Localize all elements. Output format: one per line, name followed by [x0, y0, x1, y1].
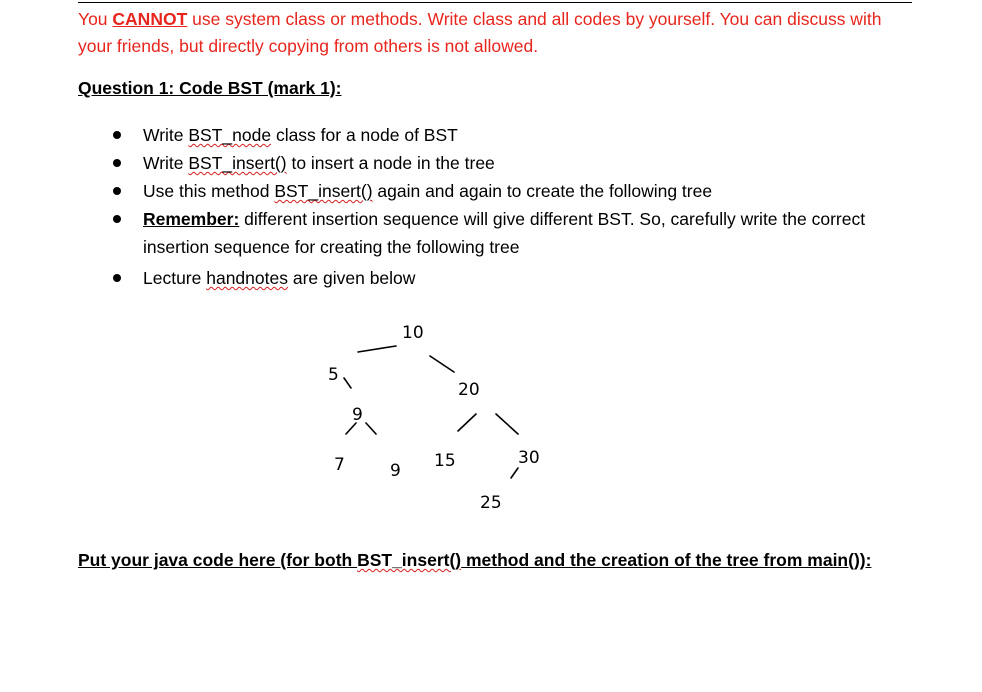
edge-20-30 — [496, 414, 518, 434]
edge-30-25 — [511, 468, 518, 478]
warning-text-end: use system class or methods. Write class and all codes by yourself. You can discuss with your friends, but directly copying from others is not allowed. — [78, 9, 882, 56]
bullet-icon — [113, 274, 121, 282]
prompt-text: method and the creation of the tree from main()): — [461, 550, 872, 570]
item-text: Lecture — [143, 268, 207, 288]
prompt-code: BST_insert() — [357, 550, 462, 570]
edge-5-9 — [344, 378, 351, 388]
item-code: BST_insert() — [188, 153, 287, 173]
tree-node: 10 — [402, 323, 424, 343]
list-item — [112, 121, 912, 149]
item-text: Write — [143, 153, 189, 173]
item-text: Write — [143, 125, 189, 145]
list-item — [112, 205, 912, 261]
bst-tree-diagram — [300, 310, 600, 520]
tree-node: 9 — [352, 405, 363, 425]
list-item — [112, 177, 912, 205]
tree-node: 25 — [480, 493, 502, 513]
code-prompt — [78, 547, 918, 574]
question-heading: Question 1: Code BST (mark 1): — [78, 78, 342, 98]
academic-integrity-warning — [78, 6, 918, 60]
item-text: different insertion sequence will give different BST. So, carefully write the correct insertion sequence for creating the following tree — [143, 209, 866, 257]
edge-10-5 — [358, 346, 396, 352]
tree-node: 20 — [458, 380, 480, 400]
tree-node: 9 — [390, 461, 401, 481]
tree-node: 5 — [328, 365, 339, 385]
item-code: BST_insert() — [274, 181, 373, 201]
top-rule — [78, 2, 912, 3]
item-text: to insert a node in the tree — [286, 153, 495, 173]
item-text: again and again to create the following tree — [372, 181, 713, 201]
item-text: Use this method — [143, 181, 275, 201]
item-code: handnotes — [206, 268, 288, 288]
item-text: are given below — [287, 268, 416, 288]
bullet-icon — [113, 187, 121, 195]
list-item — [112, 149, 912, 177]
warning-text-start: You — [78, 9, 113, 29]
warning-emphasis: CANNOT — [112, 9, 188, 29]
item-emphasis: Remember: — [143, 209, 240, 229]
bullet-icon — [113, 159, 121, 167]
instruction-list — [112, 121, 912, 292]
edge-9-9 — [366, 423, 376, 434]
item-text: class for a node of BST — [271, 125, 458, 145]
tree-node: 7 — [334, 455, 345, 475]
bullet-icon — [113, 215, 121, 223]
bullet-icon — [113, 131, 121, 139]
tree-node: 15 — [434, 451, 456, 471]
edge-10-20 — [430, 356, 454, 372]
prompt-text: Put your java code here (for both — [78, 550, 358, 570]
tree-node: 30 — [518, 448, 540, 468]
list-item — [112, 264, 912, 292]
edge-20-15 — [458, 414, 476, 431]
item-code: BST_node — [188, 125, 272, 145]
